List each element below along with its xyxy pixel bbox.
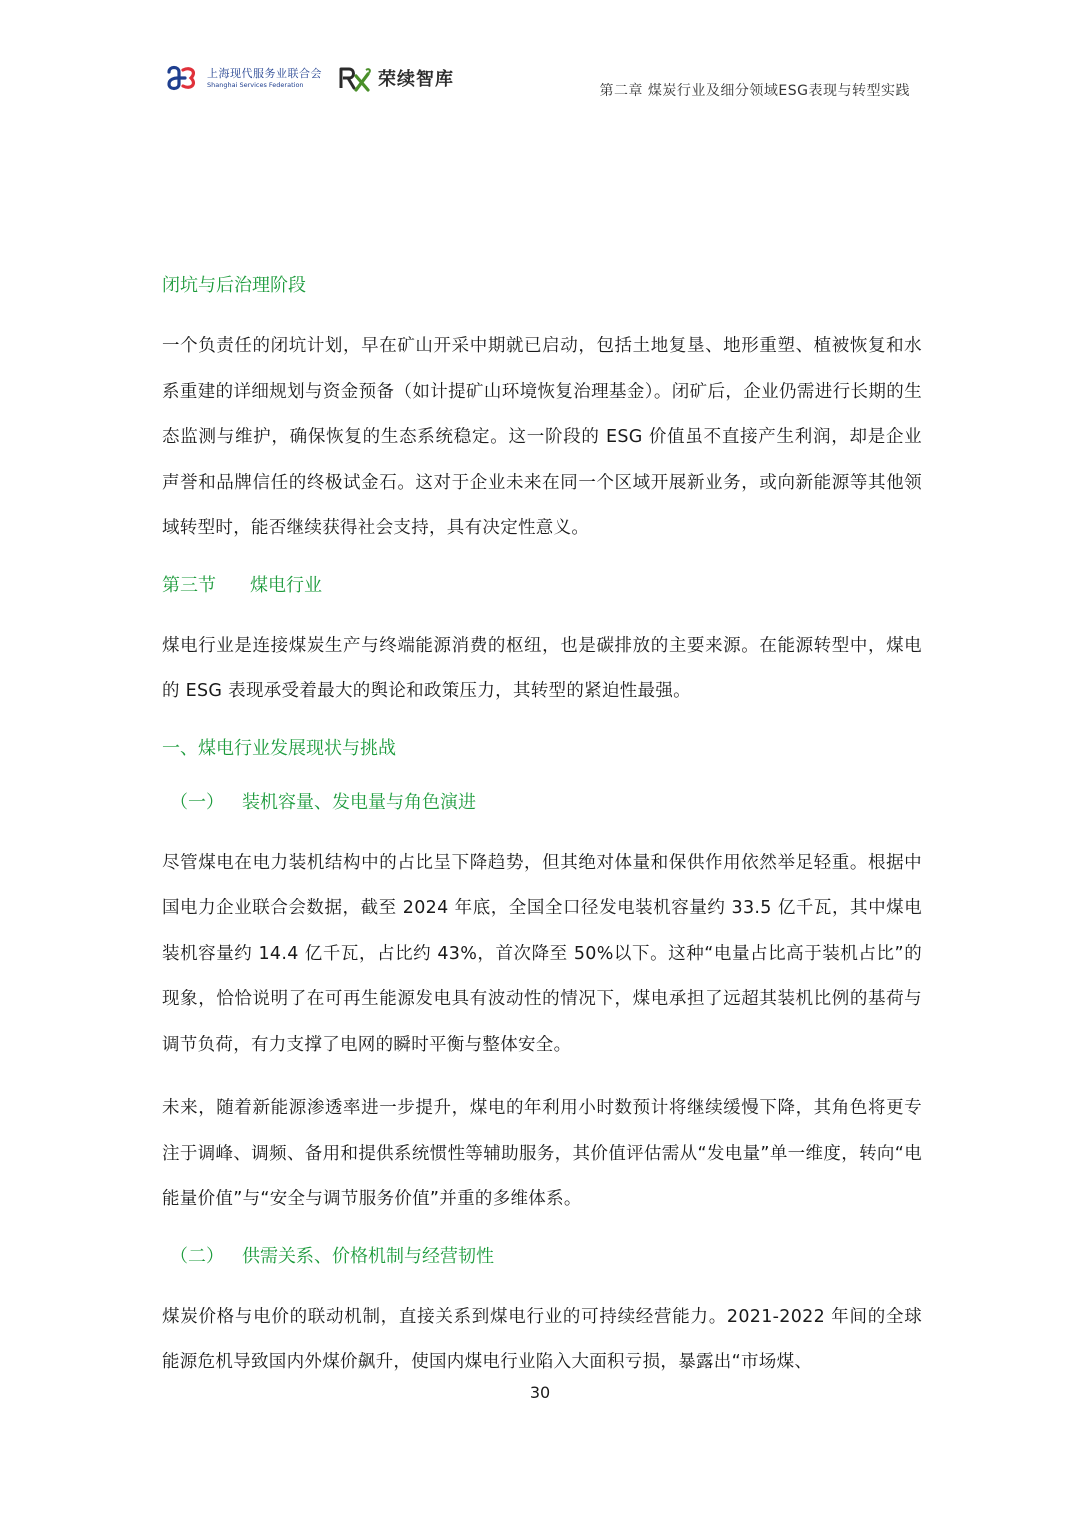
paragraph-sub1-b: 未来，随着新能源渗透率进一步提升，煤电的年利用小时数预计将继续缓慢下降，其角色将更专注于调峰、调频、备用和提供系统惯性等辅助服务，其价值评估需从“发电量”单一维度，转向“电能量价值”与“安全与调节服务价值”并重的多维体系。 bbox=[162, 1098, 922, 1209]
section-number: 第三节 bbox=[162, 574, 216, 596]
ssf-logo-mark-icon bbox=[165, 64, 201, 92]
section-title: 煤电行业 bbox=[250, 574, 322, 596]
subheading-2 bbox=[162, 1241, 922, 1273]
main-content bbox=[162, 270, 922, 1386]
paragraph-closure: 一个负责任的闭坑计划，早在矿山开采中期就已启动，包括土地复垦、地形重塑、植被恢复和水系重建的详细规划与资金预备（如计提矿山环境恢复治理基金）。闭矿后，企业仍需进行长期的生态监测与维护，确保恢复的生态系统稳定。这一阶段的 ESG 价值虽不直接产生利润，却是企业声誉和品牌信任的终极试金石。这对于企业未来在同一个区域开展新业务，或向新能源等其他领域转型时，能否继续获得社会支持，具有决定性意义。 bbox=[162, 336, 922, 538]
page-header bbox=[0, 0, 1080, 110]
subheading-1-number: （一） bbox=[170, 791, 224, 813]
section-heading bbox=[162, 570, 922, 602]
paragraph-sub2-a: 煤炭价格与电价的联动机制，直接关系到煤电行业的可持续经营能力。2021-2022 年间的全球能源危机导致国内外煤价飙升，使国内煤电行业陷入大面积亏损，暴露出“市场煤、 bbox=[162, 1306, 922, 1372]
page-number: 30 bbox=[529, 1383, 551, 1402]
rx-logo-mark-icon bbox=[338, 64, 372, 92]
paragraph-section-intro: 煤电行业是连接煤炭生产与终端能源消费的枢纽，也是碳排放的主要来源。在能源转型中，煤电的 ESG 表现承受着最大的舆论和政策压力，其转型的紧迫性最强。 bbox=[162, 635, 922, 701]
rx-name: 荣续智库 bbox=[378, 69, 454, 90]
subheading-2-number: （二） bbox=[170, 1245, 224, 1267]
ssf-logo bbox=[165, 64, 322, 92]
heading-level1: 一、煤电行业发展现状与挑战 bbox=[162, 737, 396, 759]
subheading-1 bbox=[162, 787, 922, 819]
ssf-name-cn: 上海现代服务业联合会 bbox=[207, 66, 322, 80]
chapter-title: 第二章 煤炭行业及细分领域ESG表现与转型实践 bbox=[599, 83, 910, 99]
paragraph-sub1-a: 尽管煤电在电力装机结构中的占比呈下降趋势，但其绝对体量和保供作用依然举足轻重。根据中国电力企业联合会数据，截至 2024 年底，全国全口径发电装机容量约 33.5 亿千瓦，其中煤电装机容量约 14.4 亿千瓦，占比约 43%，首次降至 50%以下。这种“电量占比高于装机占比”的现象，恰恰说明了在可再生能源发电具有波动性的情况下，煤电承担了远超其装机比例的基荷与调节负荷，有力支撑了电网的瞬时平衡与整体安全。 bbox=[162, 852, 922, 1055]
subheading-2-title: 供需关系、价格机制与经营韧性 bbox=[242, 1245, 494, 1267]
subheading-1-title: 装机容量、发电量与角色演进 bbox=[242, 791, 476, 813]
rx-logo bbox=[338, 64, 454, 92]
heading-closure: 闭坑与后治理阶段 bbox=[162, 275, 306, 296]
ssf-name-en: Shanghai Services Federation bbox=[207, 80, 304, 89]
